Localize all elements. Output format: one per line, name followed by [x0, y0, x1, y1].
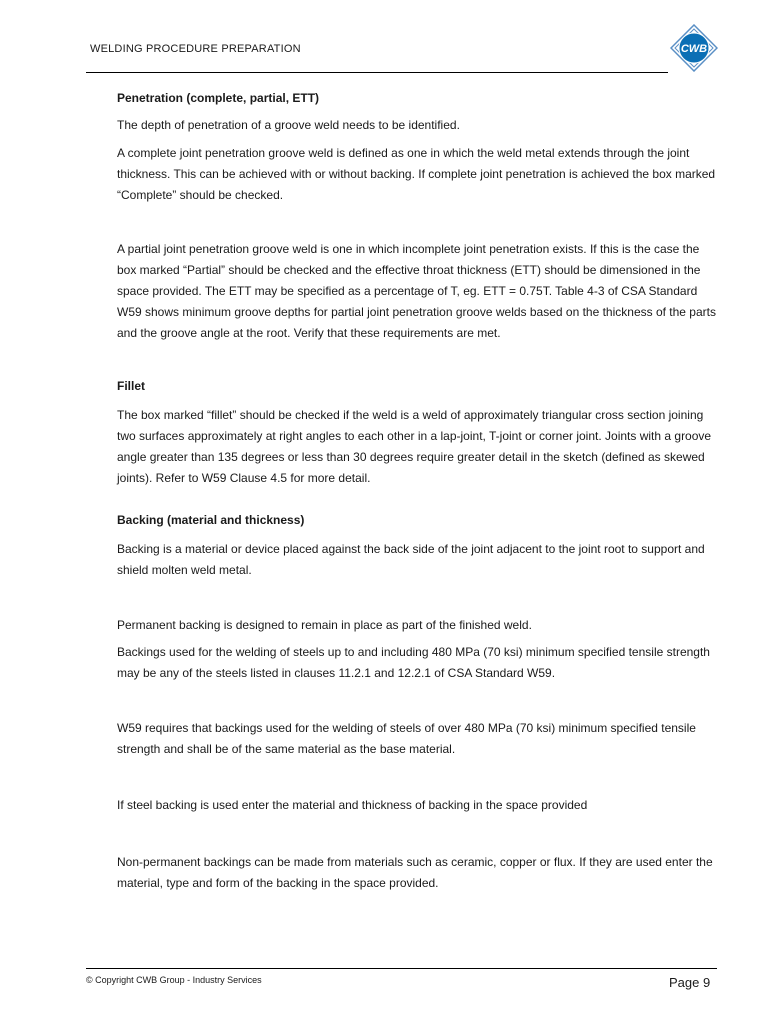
penetration-paragraph-1: The depth of penetration of a groove weld needs to be identified.: [117, 118, 460, 132]
penetration-paragraph-3: A partial joint penetration groove weld is one in which incomplete joint penetration exists. If this is the case the box marked “Partial” should be checked and the effective throat thickness (ETT) should be dimensioned in the space provided. The ETT may be specified as a percentage of T, eg. ETT = 0.75T. Table 4-3 of CSA Standard W59 shows minimum groove depths for partial joint penetration groove welds based on the thickness of the parts and the groove angle at the root. Verify that these requirements are met.: [117, 242, 716, 340]
copyright-notice: © Copyright CWB Group - Industry Services: [86, 975, 262, 985]
footer-divider: [86, 968, 717, 969]
heading-fillet: Fillet: [117, 379, 146, 393]
logo-text: CWB: [680, 43, 708, 55]
document-title: WELDING PROCEDURE PREPARATION: [90, 43, 301, 55]
header-divider: [86, 72, 668, 73]
cwb-logo-icon: [670, 24, 718, 72]
backing-paragraph-5: If steel backing is used enter the material and thickness of backing in the space provided: [117, 798, 588, 812]
cwb-logo: [670, 24, 718, 72]
fillet-paragraph-1: The box marked “fillet” should be checked if the weld is a weld of approximately triangular cross section joining two surfaces approximately at right angles to each other in a lap-joint, T-joint or corner joint. Joints with a groove angle greater than 135 degrees or less than 30 degrees require greater detail in the sketch (defined as skewed joints). Refer to W59 Clause 4.5 for more detail.: [117, 408, 712, 485]
page-number: Page 9: [669, 975, 711, 990]
heading-penetration: Penetration (complete, partial, ETT): [117, 91, 320, 105]
backing-paragraph-3: Backings used for the welding of steels up to and including 480 MPa (70 ksi) minimum specified tensile strength may be any of the steels listed in clauses 11.2.1 and 12.2.1 of CSA Standard W59.: [117, 645, 710, 680]
backing-paragraph-6: Non-permanent backings can be made from materials such as ceramic, copper or flux. If they are used enter the material, type and form of the backing in the space provided.: [117, 855, 713, 890]
backing-paragraph-1: Backing is a material or device placed against the back side of the joint adjacent to the joint root to support and shield molten weld metal.: [117, 542, 705, 577]
backing-paragraph-2: Permanent backing is designed to remain in place as part of the finished weld.: [117, 618, 532, 632]
penetration-paragraph-2: A complete joint penetration groove weld is defined as one in which the weld metal extends through the joint thickness. This can be achieved with or without backing. If complete joint penetration is achieved the box marked “Complete” should be checked.: [117, 146, 716, 202]
backing-paragraph-4: W59 requires that backings used for the welding of steels of over 480 MPa (70 ksi) minimum specified tensile strength and shall be of the same material as the base material.: [117, 721, 696, 756]
heading-backing: Backing (material and thickness): [117, 513, 305, 527]
page-content: [117, 86, 717, 894]
